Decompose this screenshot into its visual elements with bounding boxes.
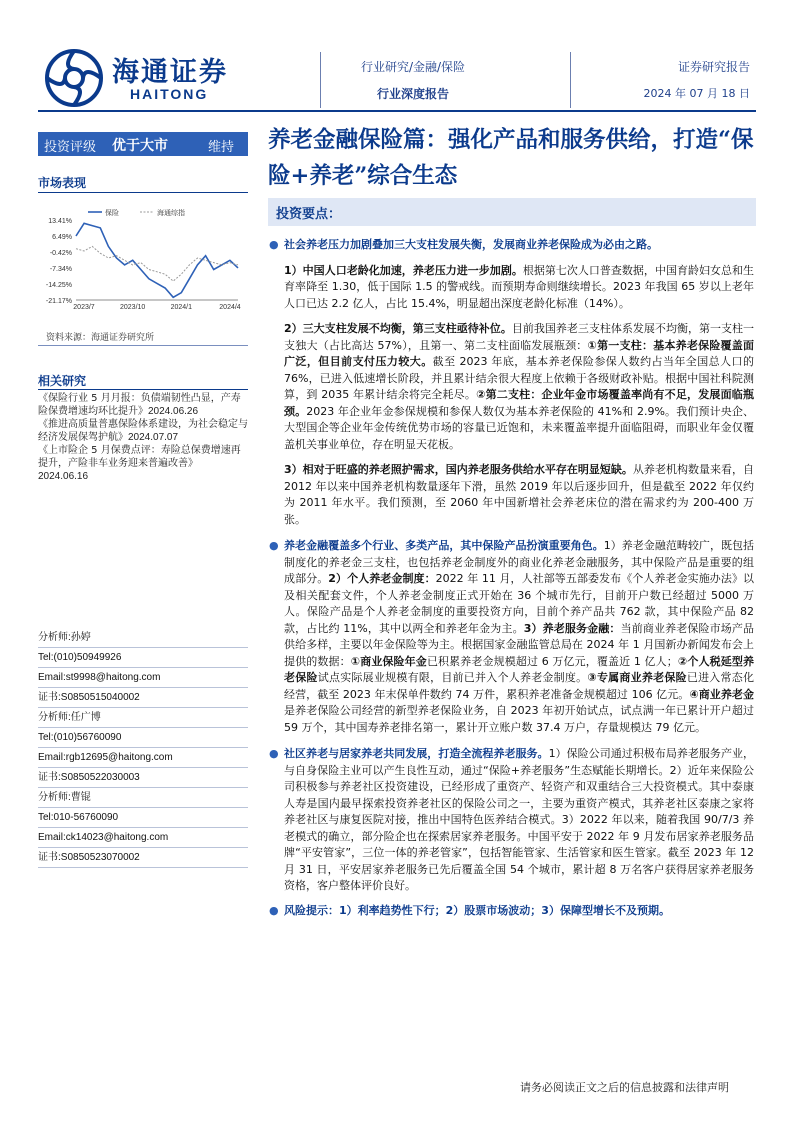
key-points-body	[269, 232, 755, 919]
risk-bullet: ● 风险提示：1）利率趋势性下行；2）股票市场波动；3）保障型增长不及预期。	[284, 903, 754, 920]
x-tick-label: 2023/10	[120, 304, 146, 311]
analyst-cert: 证书:S0850522030003	[38, 768, 248, 788]
related-item-date: 2024.07.07	[128, 432, 179, 443]
market-heading: 市场表现	[38, 176, 87, 190]
x-tick-label: 2024/1	[170, 304, 193, 311]
related-item-title: 《推进高质量普惠保险体系建设，为社会稳定与经济发展保驾护航》	[38, 419, 248, 443]
y-tick-label: -7.34%	[49, 266, 72, 273]
y-tick-label: -14.25%	[45, 282, 72, 289]
related-list	[38, 392, 250, 483]
report-date: 2024 年 07 月 18 日	[643, 87, 750, 100]
chart-source: 资料来源：海通证券研究所	[46, 333, 155, 343]
rating-status: 维持	[208, 140, 235, 155]
bullet-dot-icon: ●	[269, 238, 279, 251]
analyst-name: 分析师:曹锟	[38, 788, 248, 808]
analyst-block	[38, 628, 248, 868]
key-points-bar	[268, 198, 756, 226]
analyst-email[interactable]: Email:ck14023@haitong.com	[38, 828, 248, 848]
x-tick-label: 2023/7	[73, 304, 95, 311]
haitong-logo	[44, 40, 244, 110]
related-item-title: 《保险行业 5 月月报：负债端韧性凸显，产寿险保费增速均环比提升》	[38, 393, 241, 417]
x-tick-label: 2024/4	[219, 304, 241, 311]
rating-bar	[38, 132, 248, 156]
related-item[interactable]	[38, 444, 250, 483]
related-item[interactable]	[38, 392, 250, 418]
bullet-1: ● 社会养老压力加剧叠加三大支柱发展失衡，发展商业养老保险成为必由之路。	[284, 237, 754, 254]
header-center	[338, 58, 488, 102]
related-item-date: 2024.06.26	[148, 406, 199, 417]
y-tick-label: 6.49%	[52, 234, 72, 241]
header-divider	[320, 52, 321, 108]
bullet-2: ● 养老金融覆盖多个行业、多类产品，其中保险产品扮演重要角色。1）养老金融范畴较广，既包括制度化的养老金三支柱，也包括养老金制度外的商业化养老金融服务，其中保险产品是重要的组成部分。2）个人养老金制度：2022 年 11 月，人社部等五部委发布《个人养老金实施办法》以及相关配套文件，个人养老金制度正式开始在 36 个城市先行，目前开户数已经超过 5000 万人。保险产品是个人养老金制度的重要投资方向，目前个养产品共 762 款，其中保险产品 82 款，占比约 11%，其中以两全和养老年金为主。3）养老服务金融：当前商业养老保险市场产品供给多样，主要以年金保险等为主。根据国家金融监管总局在 2024 年 1 月国新办新闻发布会上提供的数据：①商业保险年金已积累养老金规模超过 6 万亿元，覆盖近 1 亿人；②个人税延型养老保险试点实际展业规模有限，目前已并入个人养老金制度。③专属商业养老保险已进入常态化经营，截至 2023 年末保单件数约 74 万件，累积养老准备金规模超过 106 亿元。④商业养老金是养老保险公司经营的新型养老保险业务，自 2023 年初开始试点，试点满一年已累计开户超过 59 万个，其中国寿养老排名第一，累计开立账户数 37.4 万户，存量规模达 79 亿元。	[269, 539, 755, 734]
analyst-name: 分析师:孙婷	[38, 628, 248, 648]
footer-disclaimer: 请务必阅读正文之后的信息披露和法律声明	[520, 1081, 729, 1094]
company-report-label: 证券研究报告	[677, 60, 750, 74]
legend-label: 保险	[105, 209, 119, 217]
bullet-3: ● 社区养老与居家养老共同发展，打造全流程养老服务。1）保险公司通过积极布局养老服务产业，与自身保险主业可以产生良性互动，通过“保险+养老服务”生态赋能长期增长。2）近年来保险公司积极参与养老社区投资建设，已经形成了重资产、轻资产和双重结合三大投资模式。其中泰康人寿是国内最早探索投资养老社区的保险公司之一，主要为重资产模式，其养老社区泰康之家将养老社区与康复医院对接，推出中国特色医养结合模式。3）2022 年以来，随着我国 90/7/3 养老模式的确立，部分险企也在探索居家养老服务。中国平安于 2022 年 9 月发布居家养老服务品牌“平安管家”，三位一体的养老管家”，包括智能管家、生活管家和医生管家。截至 2023 年 12 月 31 日，平安居家养老服务已先后覆盖全国 54 个城市，累计超 8 万名客户获得居家养老服务资格，客户整体评价良好。	[269, 747, 755, 892]
analyst-name: 分析师:任广博	[38, 708, 248, 728]
analyst-tel: Tel:(010)50949926	[38, 648, 248, 668]
paragraph: 3）相对于旺盛的养老照护需求，国内养老服务供给水平存在明显短缺。从养老机构数量来看，自 2012 年以来中国养老机构数量逐年下滑，虽然 2019 年以后逐步回升，但是截至 2022 年仅约为 2011 年水平。我们预测，至 2060 年中国新增社会养老床位的潜在需求约为 200-400 万张。	[284, 463, 755, 526]
rating-value: 优于大市	[112, 138, 168, 154]
analyst-cert: 证书:S0850523070002	[38, 848, 248, 868]
key-points-heading: 投资要点：	[276, 207, 342, 222]
related-item-title: 《上市险企 5 月保费点评：寿险总保费增速再提升，产险非车业务迎来普遍改善》	[38, 445, 241, 469]
related-heading: 相关研究	[38, 374, 87, 388]
related-item-date: 2024.06.16	[38, 471, 89, 482]
y-tick-label: -21.17%	[45, 298, 72, 305]
report-type: 行业深度报告	[376, 87, 449, 101]
rating-label: 投资评级	[44, 140, 97, 155]
report-category: 行业研究/金融/保险	[360, 60, 466, 74]
side-rule	[38, 345, 248, 346]
bullet-dot-icon: ●	[269, 903, 279, 917]
y-tick-label: 13.41%	[48, 218, 72, 225]
header-divider	[570, 52, 571, 108]
analyst-email[interactable]: Email:st9998@haitong.com	[38, 668, 248, 688]
series-line	[76, 223, 238, 297]
market-chart-svg	[38, 200, 248, 320]
paragraph: 1）中国人口老龄化加速，养老压力进一步加剧。根据第七次人口普查数据，中国育龄妇女总和生育率降至 1.30，低于国际 1.5 的警戒线。而预期寿命则继续增长。2023 年我国 65 岁以上老年人口已达 2.2 亿人，占比 15.4%，明显超出深度老龄化标准（14%）。	[284, 263, 755, 310]
analyst-cert: 证书:S0850515040002	[38, 688, 248, 708]
series-line	[76, 246, 238, 281]
logo-chinese: 海通证券	[112, 57, 228, 88]
side-rule	[38, 192, 248, 193]
related-item[interactable]	[38, 418, 250, 444]
logo-english: HAITONG	[130, 86, 209, 102]
bullet-dot-icon: ●	[269, 747, 279, 760]
paragraph: 2）三大支柱发展不均衡，第三支柱亟待补位。目前我国养老三支柱体系发展不均衡，第一支柱一支独大（占比高达 57%），且第一、第二支柱面临发展瓶颈：①第一支柱：基本养老保险覆盖面广泛，但目前支付压力较大。截至 2023 年底，基本养老保险参保人数约占当年全国总人口的 76%，已进入低速增长阶段，并且累计结余很大程度上依赖于各级财政补贴。根据中国社科院测算，到 2035 年累计结余将完全耗尽。②第二支柱：企业年金市场覆盖率尚有不足，发展面临瓶颈。2023 年企业年金参保规模和参保人数仅为基本养老保险的 41%和 2.9%。我们预计央企、大型国企等企业年金传统优势市场的容量已近饱和，未来覆盖率提升面临阻碍，而职业年金仅覆盖机关事业单位，存在明显天花板。	[284, 322, 754, 451]
side-rule	[38, 389, 248, 390]
header-rule	[38, 110, 756, 112]
analyst-tel: Tel:(010)56760090	[38, 728, 248, 748]
bullet-dot-icon: ●	[269, 539, 279, 552]
report-title: 养老金融保险篇：强化产品和服务供给，打造“保险+养老”综合生态	[268, 127, 754, 189]
legend-label: 海通综指	[157, 209, 185, 217]
analyst-tel: Tel:010-56760090	[38, 808, 248, 828]
market-chart	[38, 200, 248, 320]
header-right	[620, 58, 750, 101]
analyst-email[interactable]: Email:rgb12695@haitong.com	[38, 748, 248, 768]
logo-emblem-icon	[44, 48, 104, 108]
y-tick-label: -0.42%	[49, 250, 72, 257]
